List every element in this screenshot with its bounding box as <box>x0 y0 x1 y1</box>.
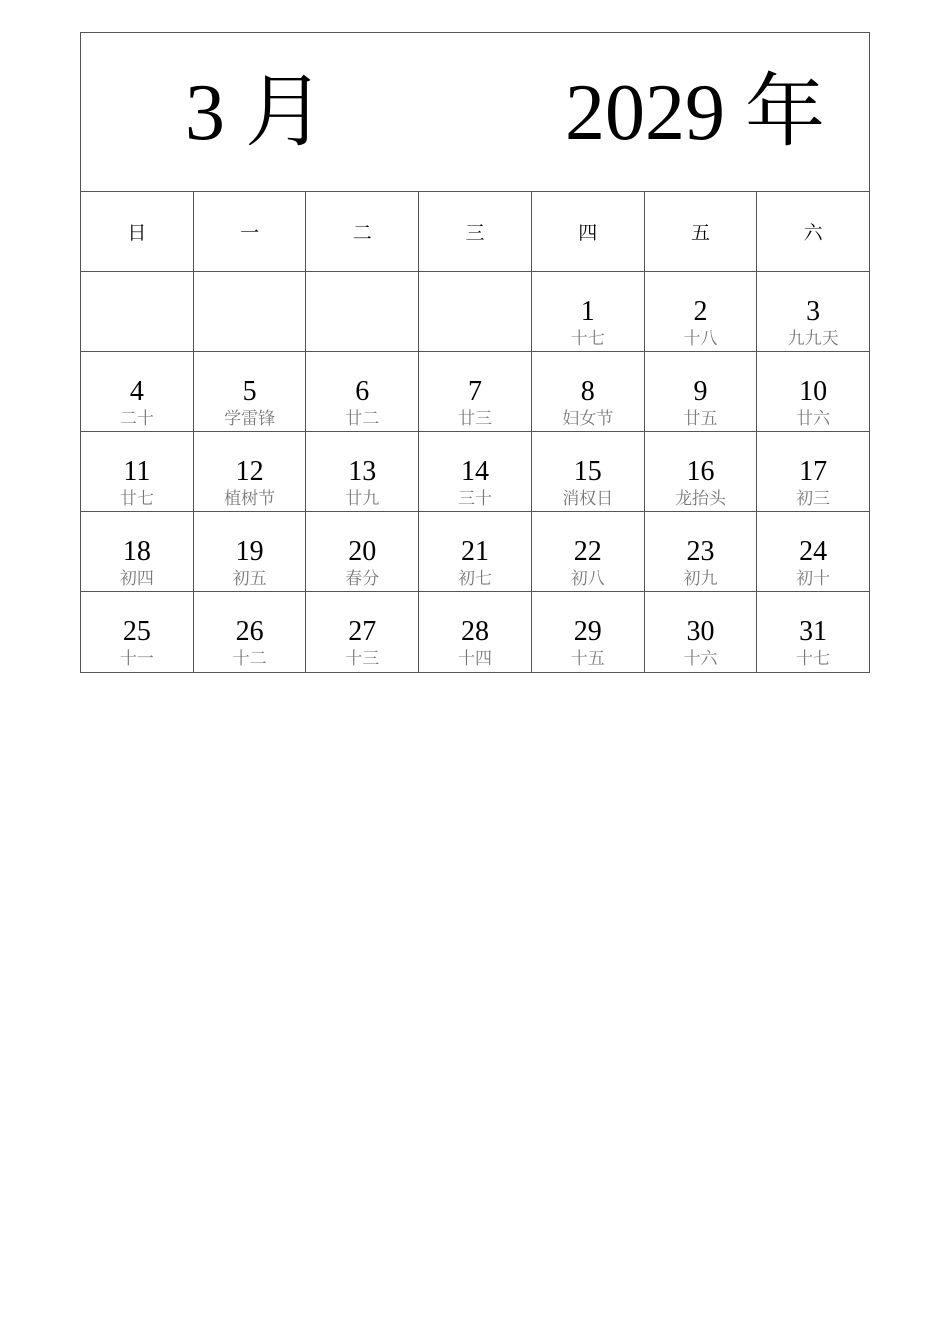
lunar-date: 消权日 <box>562 489 614 509</box>
lunar-date: 廿九 <box>345 489 380 509</box>
day-cell <box>532 272 645 351</box>
day-cell <box>81 432 194 511</box>
day-number: 15 <box>573 456 602 487</box>
day-cell <box>194 352 307 431</box>
day-number: 30 <box>686 616 715 647</box>
month-title: 3 月 <box>185 69 325 157</box>
lunar-date: 初十 <box>796 569 831 589</box>
day-number: 19 <box>235 536 264 567</box>
day-cell <box>194 272 307 351</box>
day-cell <box>645 432 758 511</box>
day-cell <box>532 592 645 672</box>
lunar-date: 十一 <box>119 649 154 669</box>
day-cell <box>532 352 645 431</box>
day-cell <box>306 512 419 591</box>
lunar-date: 初八 <box>570 569 605 589</box>
day-number: 3 <box>806 296 821 327</box>
day-number: 27 <box>348 616 377 647</box>
day-number: 31 <box>799 616 828 647</box>
lunar-date: 十六 <box>683 649 718 669</box>
lunar-date: 三十 <box>458 489 493 509</box>
lunar-date: 十七 <box>570 329 605 349</box>
lunar-date: 廿二 <box>345 409 380 429</box>
day-cell <box>81 272 194 351</box>
day-number: 1 <box>580 296 595 327</box>
day-cell <box>757 432 869 511</box>
lunar-date: 初九 <box>683 569 718 589</box>
day-number: 6 <box>355 376 370 407</box>
lunar-date: 廿三 <box>458 409 493 429</box>
day-cell <box>645 592 758 672</box>
day-number: 10 <box>799 376 828 407</box>
day-number: 13 <box>348 456 377 487</box>
day-cell <box>81 512 194 591</box>
weekday-monday: 一 <box>194 192 307 271</box>
day-number: 23 <box>686 536 715 567</box>
day-cell <box>306 592 419 672</box>
day-number: 21 <box>461 536 490 567</box>
day-cell <box>757 272 869 351</box>
day-number: 12 <box>235 456 264 487</box>
weekday-wednesday: 三 <box>419 192 532 271</box>
lunar-date: 廿七 <box>119 489 154 509</box>
day-cell <box>645 352 758 431</box>
day-cell <box>81 592 194 672</box>
day-number: 24 <box>799 536 828 567</box>
day-number: 17 <box>799 456 828 487</box>
weekday-thursday: 四 <box>532 192 645 271</box>
day-cell <box>419 592 532 672</box>
lunar-date: 二十 <box>119 409 154 429</box>
day-number: 14 <box>461 456 490 487</box>
day-number: 11 <box>123 456 151 487</box>
day-number: 29 <box>573 616 602 647</box>
week-row <box>81 352 869 432</box>
day-cell <box>419 272 532 351</box>
day-number: 18 <box>122 536 151 567</box>
lunar-date: 初四 <box>119 569 154 589</box>
day-number: 2 <box>693 296 708 327</box>
day-cell <box>645 272 758 351</box>
lunar-date: 妇女节 <box>562 409 614 429</box>
day-number: 7 <box>468 376 483 407</box>
lunar-date: 廿六 <box>796 409 831 429</box>
day-cell <box>645 512 758 591</box>
day-cell <box>81 352 194 431</box>
weekday-tuesday: 二 <box>306 192 419 271</box>
lunar-date: 十七 <box>796 649 831 669</box>
day-number: 8 <box>580 376 595 407</box>
lunar-date: 十八 <box>683 329 718 349</box>
day-cell <box>532 512 645 591</box>
lunar-date: 学雷锋 <box>224 409 276 429</box>
weekday-header-row <box>81 192 869 272</box>
weeks-container <box>81 272 869 672</box>
lunar-date: 春分 <box>345 569 380 589</box>
day-number: 20 <box>348 536 377 567</box>
day-cell <box>306 432 419 511</box>
week-row <box>81 592 869 672</box>
lunar-date: 十二 <box>232 649 267 669</box>
day-cell <box>757 512 869 591</box>
lunar-date: 初三 <box>796 489 831 509</box>
day-cell <box>757 592 869 672</box>
day-cell <box>306 272 419 351</box>
day-number: 5 <box>242 376 257 407</box>
calendar <box>80 32 870 673</box>
lunar-date: 植树节 <box>224 489 276 509</box>
year-title: 2029 年 <box>565 69 825 157</box>
day-cell <box>532 432 645 511</box>
lunar-date: 廿五 <box>683 409 718 429</box>
week-row <box>81 272 869 352</box>
weekday-saturday: 六 <box>803 222 823 244</box>
day-number: 9 <box>693 376 708 407</box>
day-cell <box>194 512 307 591</box>
day-number: 4 <box>129 376 144 407</box>
day-cell <box>419 352 532 431</box>
calendar-header <box>81 33 869 192</box>
weekday-sunday: 日 <box>81 192 194 271</box>
weekday-friday: 五 <box>645 192 758 271</box>
day-cell <box>757 352 869 431</box>
lunar-date: 十四 <box>458 649 493 669</box>
lunar-date: 十三 <box>345 649 380 669</box>
lunar-date: 十五 <box>570 649 605 669</box>
week-row <box>81 512 869 592</box>
day-cell <box>306 352 419 431</box>
lunar-date: 九九天 <box>787 329 839 349</box>
day-number: 22 <box>573 536 602 567</box>
day-number: 28 <box>461 616 490 647</box>
day-number: 16 <box>686 456 715 487</box>
day-number: 26 <box>235 616 264 647</box>
lunar-date: 龙抬头 <box>674 489 726 509</box>
day-cell <box>194 592 307 672</box>
week-row <box>81 432 869 512</box>
day-number: 25 <box>122 616 151 647</box>
day-cell <box>419 432 532 511</box>
lunar-date: 初五 <box>232 569 267 589</box>
lunar-date: 初七 <box>458 569 493 589</box>
day-cell <box>419 512 532 591</box>
day-cell <box>194 432 307 511</box>
